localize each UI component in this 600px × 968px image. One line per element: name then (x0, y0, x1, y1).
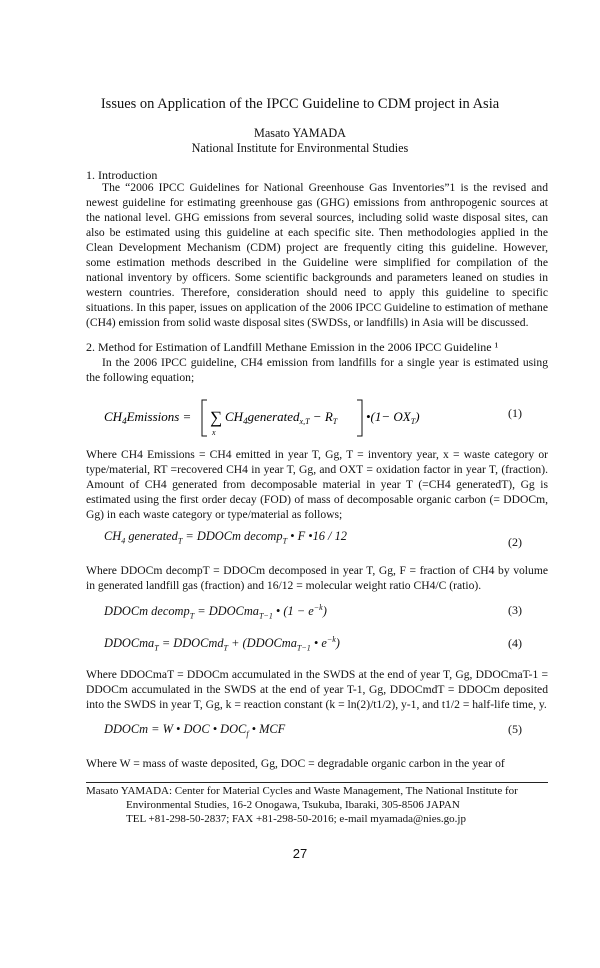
page-number: 27 (292, 846, 308, 861)
where-paragraph-2: Where DDOCm decompT = DDOCm decomposed in year T, Gg, F = fraction of CH4 by volume in generated landfill gas (fraction) and 16/12 = molecular weight ratio CH4/C (ratio). (86, 564, 548, 592)
svg-text:CH4Emissions =: $CH_4Emissions$ = (104, 409, 192, 426)
equation-4: DDOCma$_T$ = DDOCmd$_T$ + (DDOCma$_{T-1}$ • $e^{-k}$) (104, 635, 340, 653)
section-1-body: The “2006 IPCC Guidelines for National Greenhouse Gas Inventories”1 is the revised and newest guideline for estimating greenhouse gas (GHG) emissions from anthropogenic sources at the national level. GHG emissions from several sources, including solid waste disposal sites, can also be estimated using this guideline at each specific site. Then methodologies applied in the Clean Development Mechanism (CDM) project are frequently citing this guideline. However, some estimation methods described in the Guideline were simplified for compilation of the national inventory by officers. Some scientific backgrounds and parameters leaned on studies in western countries. Therefore, consideration should need to apply this guideline to specific situations. In this paper, issues on application of the 2006 IPCC Guideline to estimation of methane (CH4) emission from solid waste disposal sites (SWDSs, or landfills) in Asia will be discussed. (86, 181, 548, 329)
where-paragraph-3: Where DDOCmaT = DDOCm accumulated in the SWDS at the end of year T, Gg, DDOCmaT-1 = DDOCm accumulated in the SWDS at the end of year T-1, Gg, DDOCmdT = DDOCm deposited into the SWDS in year T, Gg, k = reaction constant (k = ln(2)/t1/2), y-1, and t1/2 = half-life time, y. (86, 668, 548, 711)
section-2-intro: In the 2006 IPCC guideline, CH4 emission from landfills for a single year is estimated using the following equation; (86, 356, 548, 384)
author-name: Masato YAMADA (254, 126, 346, 140)
equation-4-number: (4) (508, 636, 522, 650)
equation-1 (104, 396, 420, 444)
equation-2: $CH_4$ generated$_T$ = DDOCm decomp$_T$ • F •16 / 12 (104, 529, 347, 546)
equation-5-number: (5) (508, 722, 522, 736)
footnote-line-2: TEL +81-298-50-2837; FAX +81-298-50-2016; e-mail myamada@nies.go.jp (126, 813, 466, 825)
footnote (86, 784, 548, 826)
where-paragraph-4: Where W = mass of waste deposited, Gg, DOC = degradable organic carbon in the year of (86, 757, 505, 770)
equation-3-number: (3) (508, 603, 522, 617)
paper-title: Issues on Application of the IPCC Guideline to CDM project in Asia (100, 96, 500, 112)
author-affiliation: National Institute for Environmental Studies (191, 141, 409, 155)
svg-text:•(1− OXT): •(1− $OX_T$) (366, 409, 420, 426)
svg-text:x: x (212, 428, 216, 437)
footnote-divider (86, 782, 548, 783)
svg-text:∑: ∑ (210, 408, 223, 427)
equation-1-number: (1) (508, 406, 522, 420)
equation-2-number: (2) (508, 535, 522, 549)
equation-1-svg (104, 396, 420, 440)
equation-3: DDOCm decomp$_T$ = DDOCma$_{T-1}$ • $(1 - e^{-k})$ (104, 603, 327, 621)
section-2-heading: 2. Method for Estimation of Landfill Methane Emission in the 2006 IPCC Guideline ¹ (86, 340, 499, 354)
section-1-heading: 1. Introduction (86, 168, 158, 182)
footnote-line-1: Masato YAMADA: Center for Material Cycles and Waste Management, The National Institute for Environmental Studies, 16-2 Onogawa, Tsukuba, Ibaraki, 305-8506 JAPAN (86, 785, 518, 811)
equation-5: DDOCm = W • DOC • $DOC_f$ • MCF (104, 722, 286, 739)
where-paragraph-1: Where CH4 Emissions = CH4 emitted in year T, Gg, T = inventory year, x = waste category or type/material, RT =recovered CH4 in year T, Gg, and OXT = oxidation factor in year T, (fraction). Amount of CH4 generated from decomposable material in year T (=CH4 generatedT), Gg is estimated using the first order decay (FOD) of mass of decomposable organic carbon (= DDOCm, Gg) in each waste category or type/material as follows; (86, 448, 548, 521)
svg-text:CH4generatedx,T − RT: $CH_4generated_{x,T} - R_T$ (225, 409, 338, 426)
author-block (0, 126, 600, 156)
